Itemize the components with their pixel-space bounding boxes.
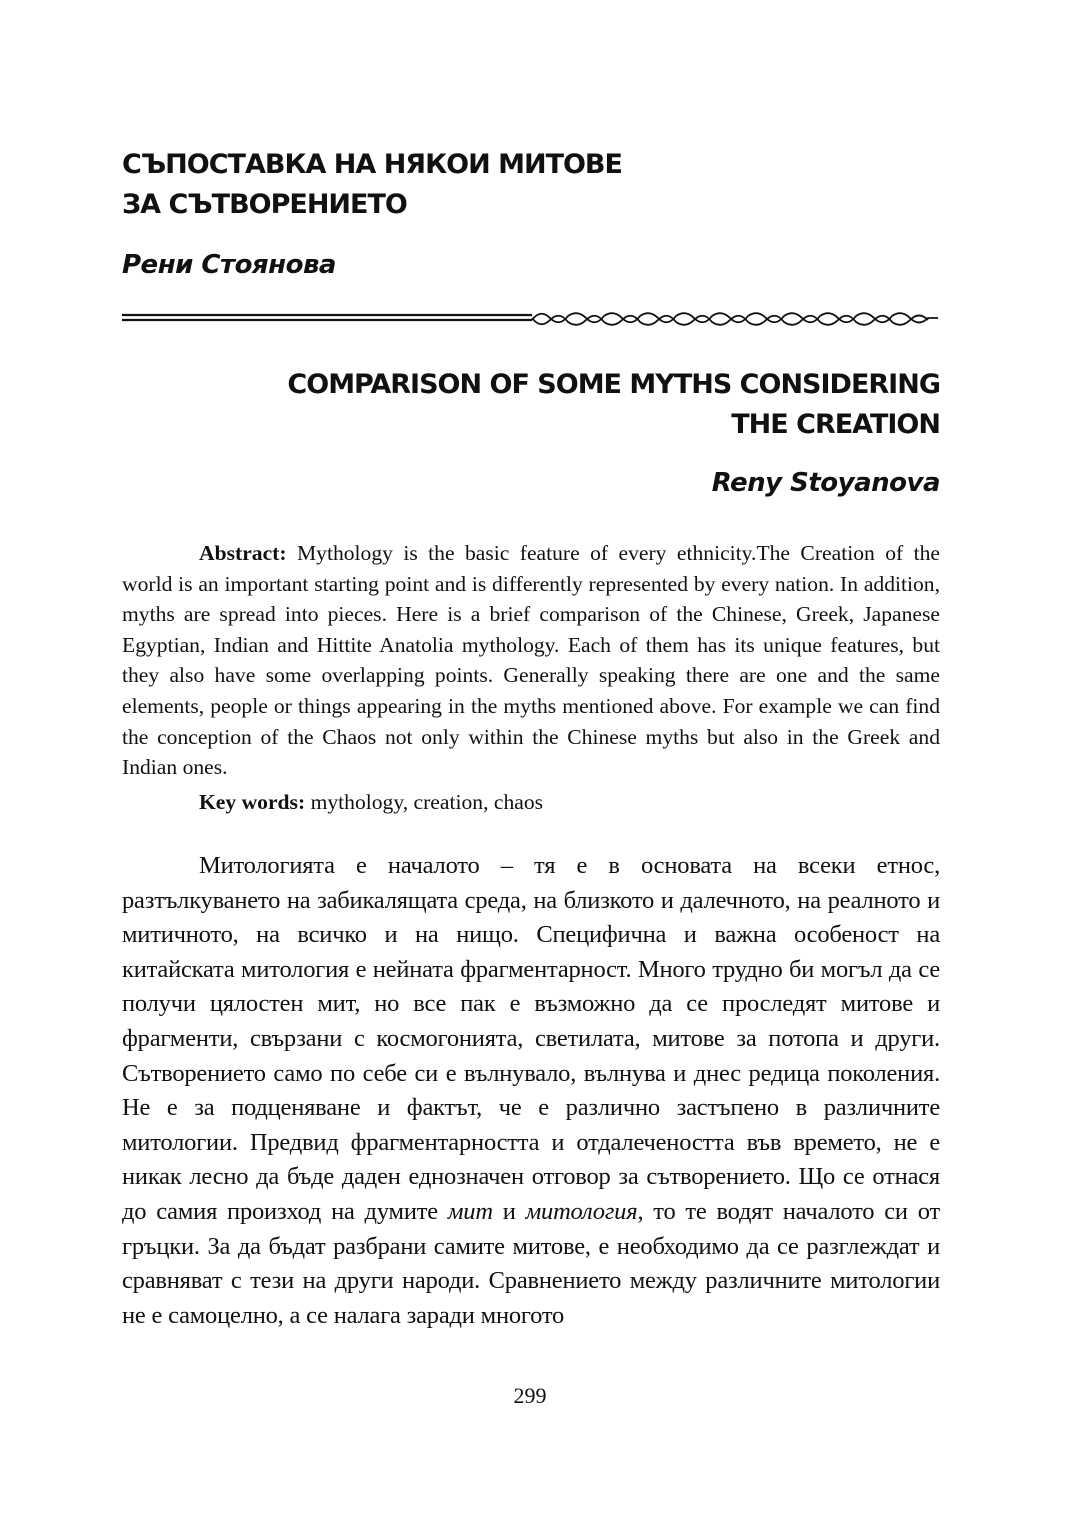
body-conjunction: и (502, 1197, 516, 1225)
english-title-line-2: THE CREATION (731, 409, 940, 440)
body-text-part-1: Митологията е началото – тя е в основата на всеки етнос, разтълкуването на забикалящата среда, на близкото и далечното, на реалното и митичното, на всичко и на нищо. Специфична и важна особеност на китайската митология е нейната фрагментарност. Много трудно би могъл да се получи цялостен мит, но все пак е възможно да се проследят митове и фрагменти, свързани с космогонията, светилата, митове за потопа и други. Сътворението само по себе си е вълнувало, вълнува и днес редица поколения. Не е за подценяване и фактът, че е различно застъпено в различните митологии. Предвид фрагментарността и отдалечеността във времето, не е никак лесно да бъде даден еднозначен отговор за сътворението. Що се отнася до самия произход на думите (122, 852, 940, 1225)
abstract-label: Abstract: (199, 541, 287, 565)
english-author: Reny Stoyanova (711, 468, 940, 498)
bulgarian-title-line-1: СЪПОСТАВКА НА НЯКОИ МИТОВЕ (122, 149, 622, 180)
body-text-part-2: , то те водят началото си от гръцки. За да бъдат разбрани самите митове, е необходимо да се разглеждат и сравняват с тези на други народи. Сравнението между различните митологии не е самоцелно, а се налага заради многото (122, 1197, 940, 1329)
english-title-line-1: COMPARISON OF SOME MYTHS CONSIDERING (287, 369, 940, 400)
term-mit: мит (447, 1197, 493, 1225)
english-title (180, 365, 940, 445)
ornamental-divider (122, 306, 940, 334)
bulgarian-title (122, 145, 822, 225)
body-paragraph (122, 849, 940, 1333)
term-mitologia: митология (525, 1197, 638, 1225)
bulgarian-title-line-2: ЗА СЪТВОРЕНИЕТО (122, 189, 407, 220)
bulgarian-author: Рени Стоянова (122, 250, 336, 280)
page-number: 299 (513, 1383, 547, 1408)
keywords-text: mythology, creation, chaos (310, 790, 544, 814)
keywords-label: Key words: (199, 790, 306, 814)
abstract-text: Mythology is the basic feature of every ethnicity.The Creation of the world is an important starting point and is differently represented by every nation. In addition, myths are spread into pieces. Here is a brief comparison of the Chinese, Greek, Japanese Egyptian, Indian and Hittite Anatolia mythology. Each of them has its unique features, but they also have some overlapping points. Generally speaking there are one and the same elements, people or things appearing in the myths mentioned above. For example we can find the conception of the Chaos not only within the Chinese myths but also in the Greek and Indian ones. (122, 541, 940, 780)
abstract (122, 538, 940, 783)
keywords (122, 787, 940, 817)
